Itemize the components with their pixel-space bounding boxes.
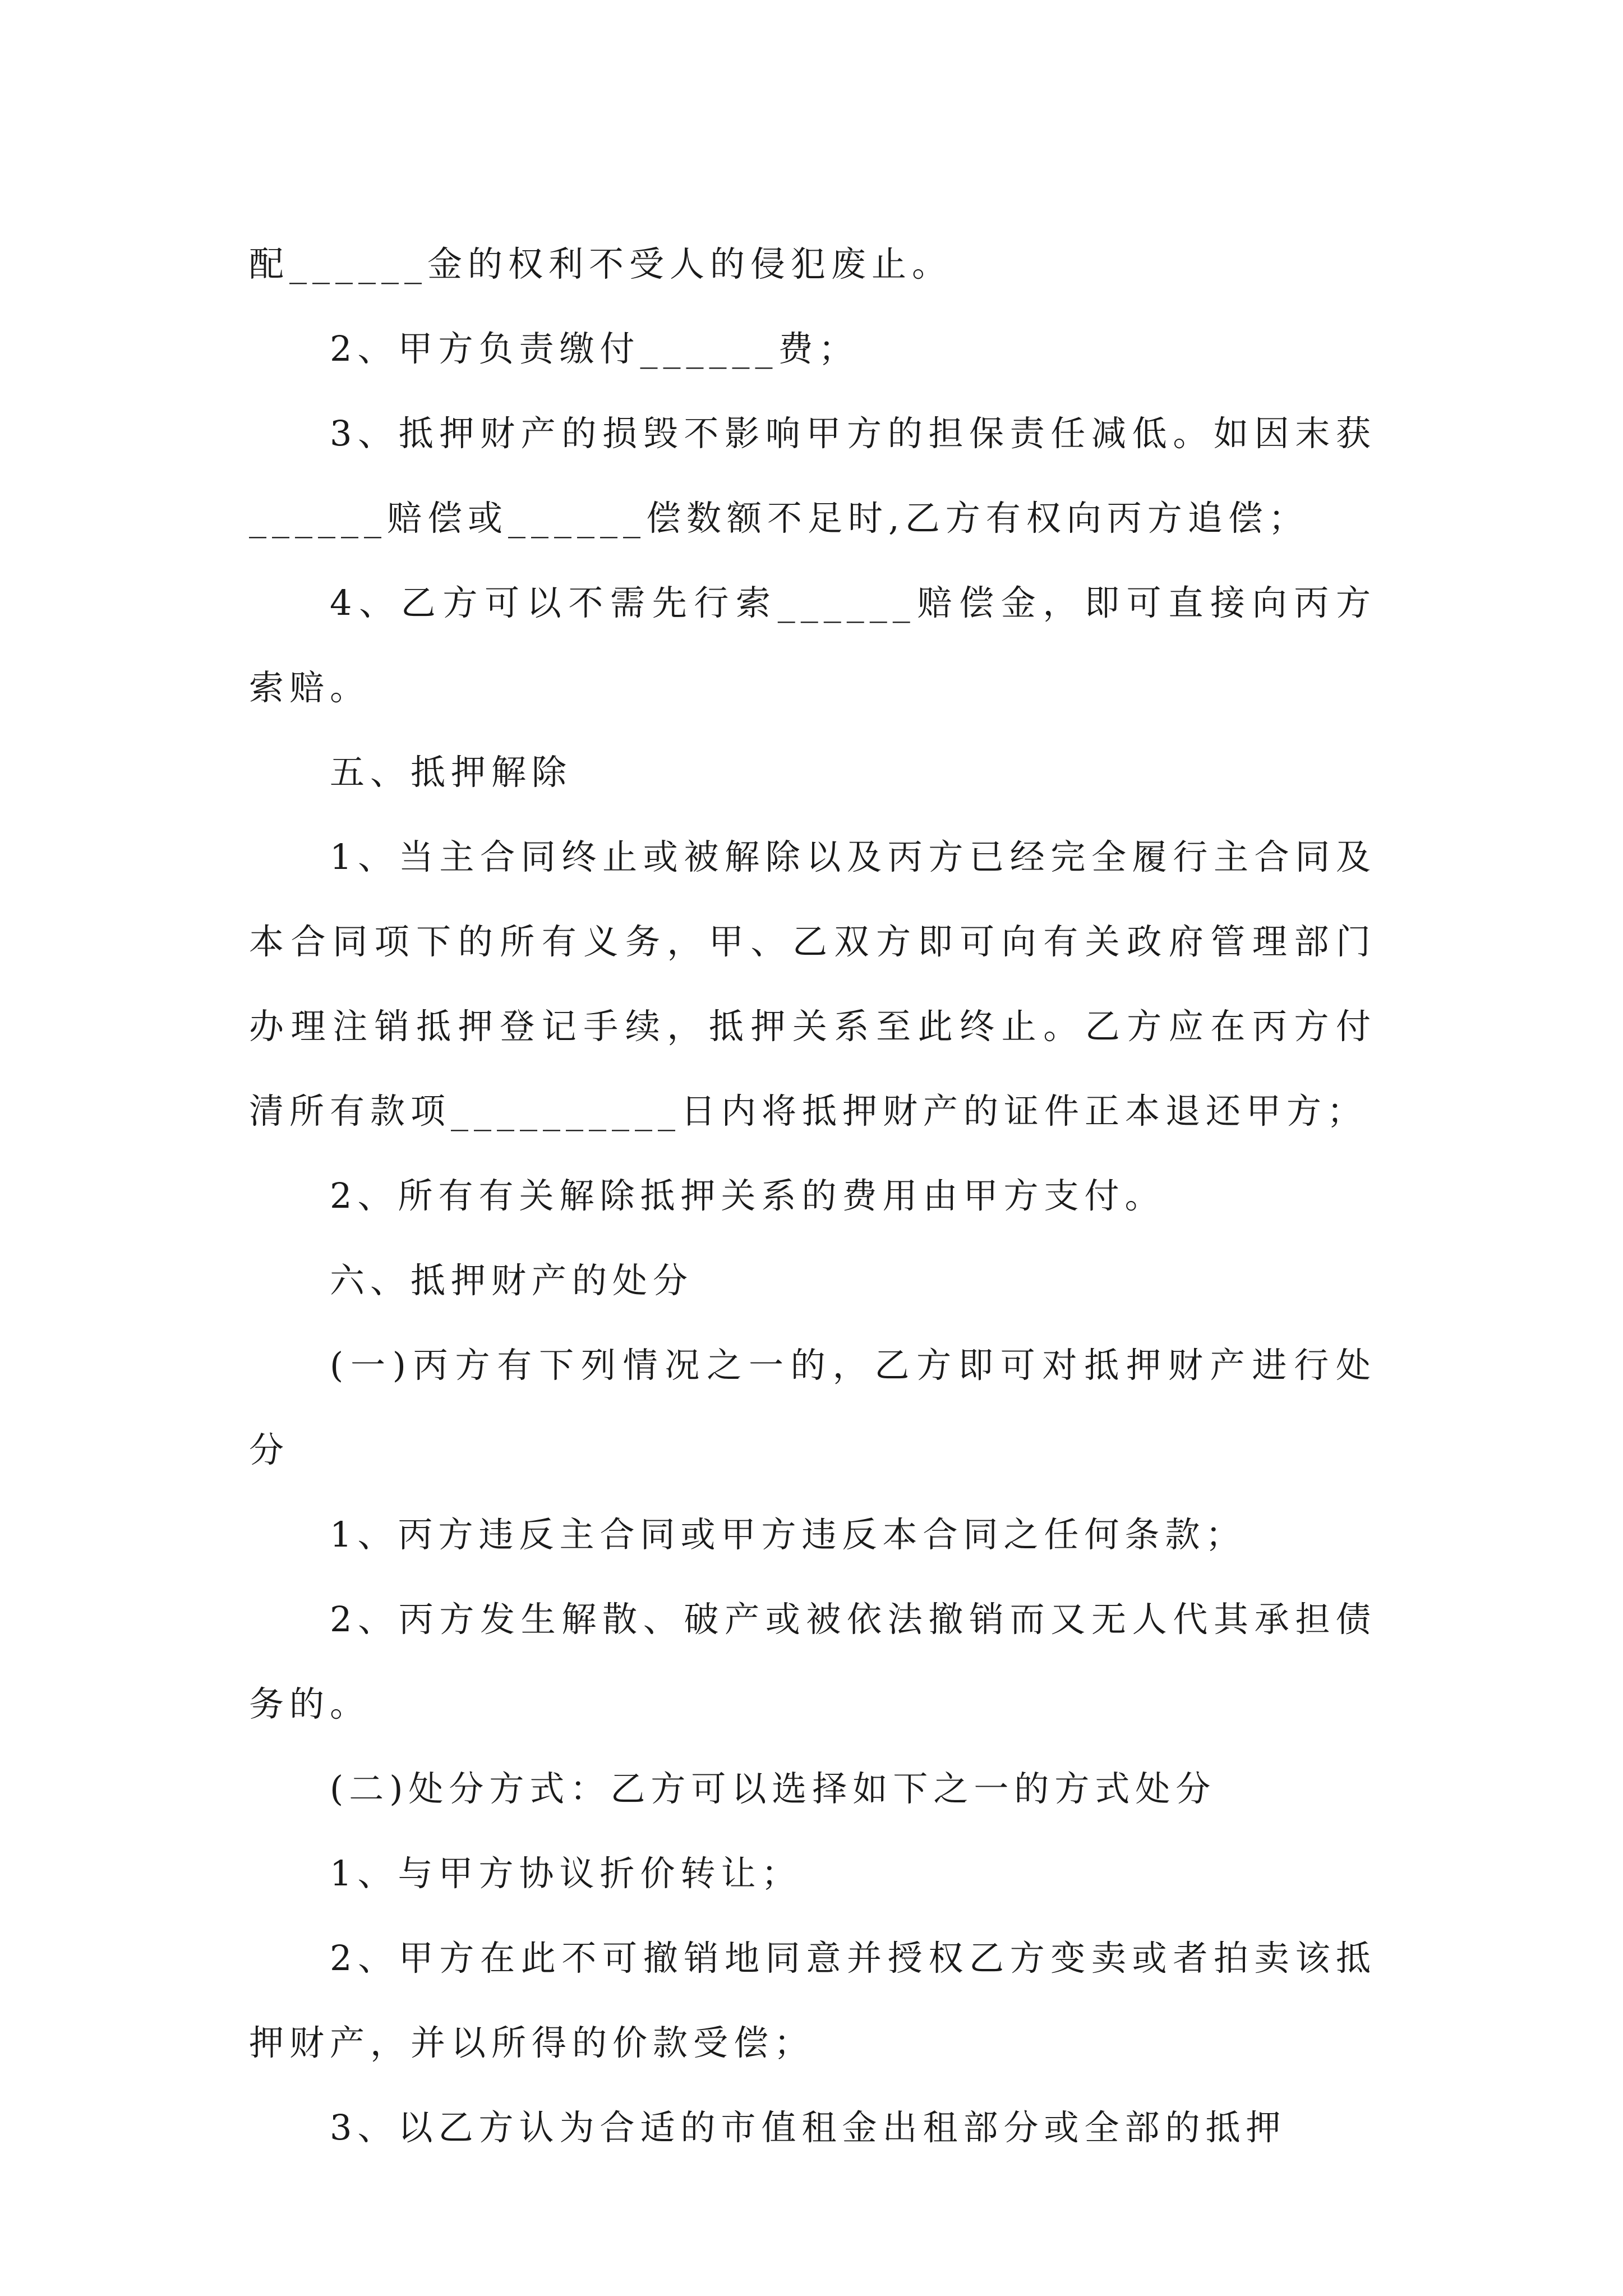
section-heading: 六、抵押财产的处分: [330, 1260, 694, 1301]
paragraph: 2、甲方负责缴付______费；: [330, 328, 859, 369]
paragraph: 1、丙方违反主合同或甲方违反本合同之任何条款；: [330, 1514, 1246, 1555]
paragraph: 2、甲方在此不可撤销地同意并授权乙方变卖或者拍卖该抵押财产，并以所得的价款受偿；: [249, 1938, 1376, 2063]
paragraph: 2、丙方发生解散、破产或被依法撤销而又无人代其承担债务的。: [249, 1599, 1376, 1724]
paragraph: 1、与甲方协议折价转让；: [330, 1853, 802, 1894]
paragraph: 配______金的权利不受人的侵犯废止。: [249, 243, 953, 284]
paragraph: 3、抵押财产的损毁不影响甲方的担保责任减低。如因末获______赔偿或______偿数额不足时,乙方有权向丙方追偿；: [249, 413, 1376, 539]
paragraph: 2、所有有关解除抵押关系的费用由甲方支付。: [330, 1175, 1165, 1216]
paragraph: (二)处分方式：乙方可以选择如下之一的方式处分: [330, 1768, 1216, 1809]
paragraph: 1、当主合同终止或被解除以及丙方已经完全履行主合同及本合同项下的所有义务，甲、乙双方即可向有关政府管理部门办理注销抵押登记手续，抵押关系至此终止。乙方应在丙方付清所有款项__________日内将抵押财产的证件正本退还甲方；: [249, 836, 1376, 1131]
paragraph: (一)丙方有下列情况之一的，乙方即可对抵押财产进行处分: [249, 1345, 1376, 1470]
section-heading: 五、抵押解除: [330, 752, 573, 793]
paragraph: 3、以乙方认为合适的市值租金出租部分或全部的抵押: [330, 2107, 1287, 2148]
document-body: [249, 222, 1376, 2170]
paragraph: 4、乙方可以不需先行索______赔偿金，即可直接向丙方索赔。: [249, 582, 1376, 708]
